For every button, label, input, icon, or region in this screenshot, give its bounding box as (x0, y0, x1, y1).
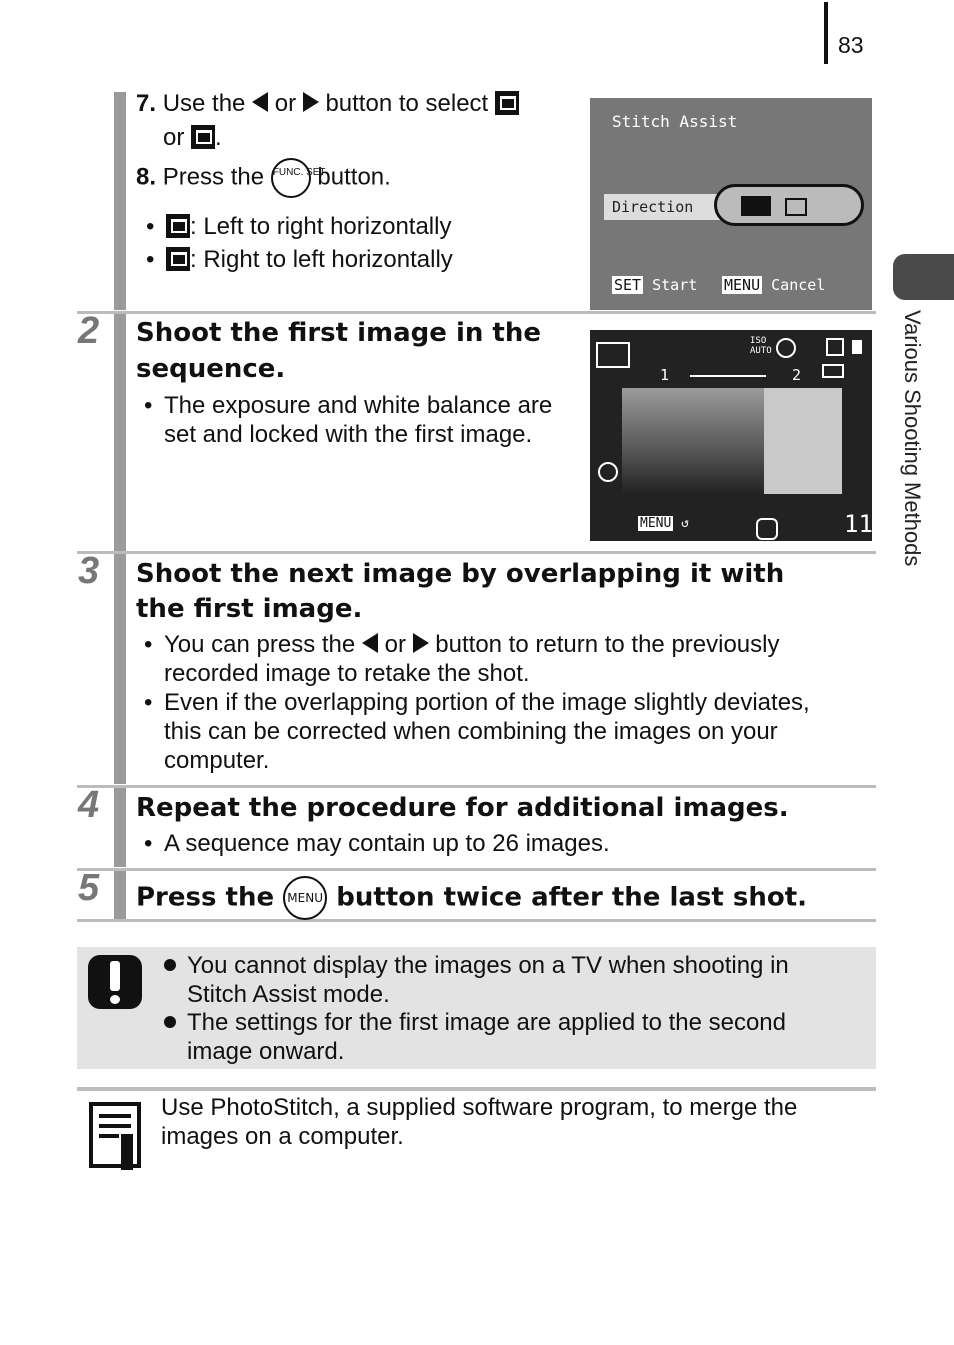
stitch-left-right-icon (495, 91, 519, 115)
caution-item1-cont: Stitch Assist mode. (187, 981, 390, 1008)
hint-text: Use PhotoStitch, a supplied software program, to merge the (161, 1094, 798, 1121)
caution-bullet (164, 959, 176, 971)
caution-item2: The settings for the first image are applied to the second (187, 1009, 787, 1036)
step-bar (114, 787, 126, 867)
metering-icon (598, 462, 618, 482)
step2-title: sequence. (136, 354, 286, 384)
stitch-assist-screen (590, 98, 872, 310)
lock-icon (852, 340, 862, 354)
step3-bullet1-cont: recorded image to retake the shot. (164, 660, 530, 687)
battery-icon (822, 364, 844, 378)
step2-bullet-cont: set and locked with the first image. (164, 421, 533, 448)
direction-label: Direction (612, 198, 694, 216)
step-number: 5 (78, 867, 100, 909)
step3-bullet2-cont: this can be corrected when combining the images on your (164, 718, 778, 745)
right-arrow-icon (303, 92, 319, 112)
step-separator (77, 311, 876, 314)
step-number: 4 (78, 784, 100, 826)
page-number: 83 (838, 32, 864, 58)
step-separator (77, 551, 876, 554)
sequence-from: 1 (660, 366, 670, 384)
frame-icon (826, 338, 844, 356)
stitch-right-left-icon (166, 247, 190, 271)
caution-icon (88, 955, 142, 1009)
step3-bullet1: • You can press the or button to return to the previously (164, 631, 779, 659)
step5-title: Press the MENU button twice after the last shot. (136, 876, 807, 920)
stitch-right-left-icon (191, 125, 215, 149)
step2-bullet: • The exposure and white balance are (164, 392, 552, 420)
shots-remaining: 11 (844, 510, 873, 538)
flash-off-icon (776, 338, 796, 358)
direction-selector (714, 184, 864, 226)
page-number-rule (824, 2, 828, 64)
step4-bullet: • A sequence may contain up to 26 images. (164, 830, 610, 858)
step7-line2: or . (163, 124, 222, 151)
left-arrow-icon (252, 92, 268, 112)
step3-bullet2-cont: computer. (164, 747, 270, 774)
hint-separator (77, 1087, 876, 1091)
screen-title: Stitch Assist (612, 112, 738, 131)
stitch-right-left-icon (785, 198, 807, 216)
caution-item1: You cannot display the images on a TV when shooting in (187, 952, 789, 979)
step7-line1: 7. Use the or button to select (136, 90, 519, 118)
menu-key-icon: MENU ↺ (640, 516, 689, 531)
step-bar (114, 92, 126, 310)
step-bar (114, 870, 126, 920)
chapter-tab (893, 254, 954, 300)
caution-bullet (164, 1016, 176, 1028)
left-arrow-icon (362, 633, 378, 653)
step2-title: Shoot the first image in the (136, 318, 542, 348)
chapter-title: Various Shooting Methods (900, 310, 925, 567)
caution-item2-cont: image onward. (187, 1038, 345, 1065)
step8-line: 8. Press the FUNC. SET button. (136, 158, 391, 198)
option-left-right: • : Left to right horizontally (166, 213, 451, 241)
step-separator (77, 785, 876, 788)
step3-title: the first image. (136, 594, 363, 624)
func-set-button-icon: FUNC. SET (271, 158, 311, 198)
step-bar (114, 313, 126, 551)
image-stabilizer-icon (756, 518, 778, 540)
hint-text-cont: images on a computer. (161, 1123, 404, 1150)
step4-title: Repeat the procedure for additional images. (136, 793, 789, 823)
sequence-arrow-icon (690, 375, 766, 377)
captured-image (622, 388, 764, 494)
menu-button-icon: MENU (283, 876, 327, 920)
iso-icon: ISO AUTO (750, 336, 772, 356)
sequence-to: 2 (792, 366, 802, 384)
shooting-screen (590, 330, 872, 541)
step3-title: Shoot the next image by overlapping it with (136, 559, 785, 589)
step-separator (77, 868, 876, 871)
stitch-left-right-icon (741, 196, 771, 216)
step3-bullet2: • Even if the overlapping portion of the image slightly deviates, (164, 689, 810, 717)
step-number: 2 (78, 310, 100, 352)
memo-icon (89, 1102, 141, 1168)
step-number: 3 (78, 550, 100, 592)
stitch-left-right-icon (166, 214, 190, 238)
set-start-hint: SET Start (614, 276, 698, 294)
stitch-mode-icon (596, 342, 630, 368)
menu-cancel-hint: MENU Cancel (724, 276, 826, 294)
right-arrow-icon (413, 633, 429, 653)
option-right-left: • : Right to left horizontally (166, 246, 453, 274)
step-bar (114, 554, 126, 784)
